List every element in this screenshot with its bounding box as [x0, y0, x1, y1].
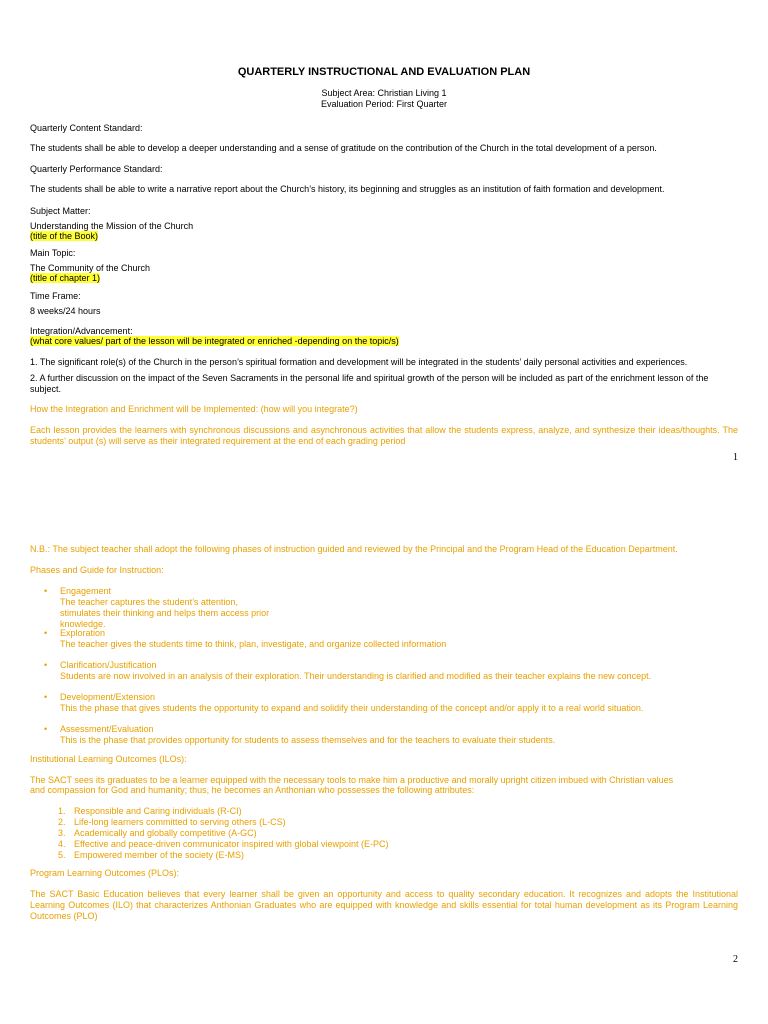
plo-label: Program Learning Outcomes (PLOs):: [30, 868, 180, 878]
main-topic-label: Main Topic:: [30, 248, 76, 258]
attributes-list: [30, 806, 738, 861]
attribute-item: [30, 806, 738, 817]
phase-desc-line: This the phase that gives students the opportunity to expand and solidify their understanding of the concept and/or apply it to a real world situation.: [60, 703, 644, 713]
document-title: QUARTERLY INSTRUCTIONAL AND EVALUATION PLAN: [237, 66, 531, 78]
attribute-text: Empowered member of the society (E-MS): [74, 850, 245, 860]
phase-exploration: [30, 628, 738, 660]
attribute-num: 3.: [58, 828, 66, 838]
integration-label: Integration/Advancement:: [30, 326, 133, 336]
how-text: Each lesson provides the learners with synchronous discussions and asynchronous activities that allow the students express, analyze, and synthesize their ideas/thoughts. The students’ output (s) will serve as their integrated requirement at the end of each grading period: [30, 425, 738, 446]
attribute-text: Responsible and Caring individuals (R-CI): [74, 806, 242, 816]
phase-clarification: [30, 660, 738, 692]
phase-engagement: [30, 586, 738, 628]
phase-desc-line: knowledge.: [60, 619, 106, 629]
performance-standard-text: The students shall be able to write a narrative report about the Church’s history, its beginning and struggles as an institution of faith formation and development.: [30, 184, 665, 194]
attribute-num: 1.: [58, 806, 66, 816]
ilo-text-line-1: The SACT sees its graduates to be a learner equipped with the necessary tools to make him a productive and morally upright citizen imbued with Christian values: [30, 775, 674, 785]
phases-label: Phases and Guide for Instruction:: [30, 565, 164, 575]
phase-desc-line: The teacher captures the student’s attention,: [60, 597, 238, 607]
integration-item-2: 2. A further discussion on the impact of the Seven Sacraments in the personal life and spiritual growth of the person will be included as part of the enrichment lesson of the subject.: [30, 373, 709, 394]
phase-desc-line: The teacher gives the students time to think, plan, investigate, and organize collected information: [60, 639, 447, 649]
bullet-icon: •: [44, 586, 48, 596]
attribute-item: [30, 839, 738, 850]
attribute-num: 4.: [58, 839, 66, 849]
integration-item-1: 1. The significant role(s) of the Church in the person’s spiritual formation and development will be integrated in the students’ daily personal activities and experiences.: [30, 357, 688, 367]
main-topic-note-wrap: [30, 273, 738, 284]
page-2: [0, 470, 768, 1024]
nb-text: N.B.: The subject teacher shall adopt the following phases of instruction guided and reviewed by the Principal and the Program Head of the Education Department.: [30, 544, 678, 554]
phase-name: Engagement: [60, 586, 112, 596]
page-number-1: 1: [733, 452, 738, 463]
ilo-label: Institutional Learning Outcomes (ILOs):: [30, 754, 187, 764]
bullet-icon: •: [44, 692, 48, 702]
subject-matter-note-wrap: [30, 231, 738, 242]
how-label: How the Integration and Enrichment will be Implemented: (how will you integrate?): [30, 404, 358, 414]
bullet-icon: •: [44, 660, 48, 670]
bullet-icon: •: [44, 724, 48, 734]
phase-name: Development/Extension: [60, 692, 156, 702]
page-1: [0, 0, 768, 470]
attribute-item: [30, 850, 738, 861]
phase-name: Exploration: [60, 628, 106, 638]
time-frame-text: 8 weeks/24 hours: [30, 306, 101, 316]
attribute-item: [30, 817, 738, 828]
integration-note: (what core values/ part of the lesson will be integrated or enriched -depending on the topic/s): [30, 336, 399, 346]
phase-desc-line: This is the phase that provides opportunity for students to assess themselves and for the teachers to evaluate their students.: [60, 735, 556, 745]
subject-matter-label: Subject Matter:: [30, 206, 91, 216]
phase-development: [30, 692, 738, 724]
phases-list: [30, 586, 738, 746]
attribute-num: 2.: [58, 817, 66, 827]
attribute-text: Life-long learners committed to serving others (L-CS): [74, 817, 286, 827]
phase-desc-line: Students are now involved in an analysis of their exploration. Their understanding is clarified and modified as their teacher explains the new concept.: [60, 671, 652, 681]
page-number-2: 2: [733, 954, 738, 965]
phase-desc-line: stimulates their thinking and helps them access prior: [60, 608, 270, 618]
attribute-num: 5.: [58, 850, 66, 860]
evaluation-period: Evaluation Period: First Quarter: [320, 99, 448, 109]
integration-note-wrap: [30, 336, 738, 347]
attribute-text: Effective and peace-driven communicator inspired with global viewpoint (E-PC): [74, 839, 389, 849]
phase-name: Assessment/Evaluation: [60, 724, 154, 734]
main-topic-note: (title of chapter 1): [30, 273, 101, 283]
main-topic-text: The Community of the Church: [30, 263, 151, 273]
subject-matter-note: (title of the Book): [30, 231, 99, 241]
time-frame-label: Time Frame:: [30, 291, 81, 301]
content-standard-label: Quarterly Content Standard:: [30, 123, 143, 133]
subject-area: Subject Area: Christian Living 1: [321, 88, 447, 98]
phase-name: Clarification/Justification: [60, 660, 157, 670]
attribute-item: [30, 828, 738, 839]
plo-text: The SACT Basic Education believes that every learner shall be given an opportunity and access to quality secondary education. It recognizes and adopts the Institutional Learning Outcomes (ILO) that characterizes Anthonian Graduates who are equipped with knowledge and skills essential for total human development as its Program Learning Outcomes (PLO): [30, 889, 738, 921]
subtitle-block: [0, 88, 768, 110]
phase-assessment: [30, 724, 738, 746]
performance-standard-label: Quarterly Performance Standard:: [30, 164, 163, 174]
content-standard-text: The students shall be able to develop a deeper understanding and a sense of gratitude on the contribution of the Church in the total development of a person.: [30, 143, 657, 153]
attribute-text: Academically and globally competitive (A-GC): [74, 828, 257, 838]
subject-matter-text: Understanding the Mission of the Church: [30, 221, 194, 231]
ilo-text-line-2: and compassion for God and humanity; thus, he becomes an Anthonian who possesses the following attributes:: [30, 785, 475, 795]
bullet-icon: •: [44, 628, 48, 638]
